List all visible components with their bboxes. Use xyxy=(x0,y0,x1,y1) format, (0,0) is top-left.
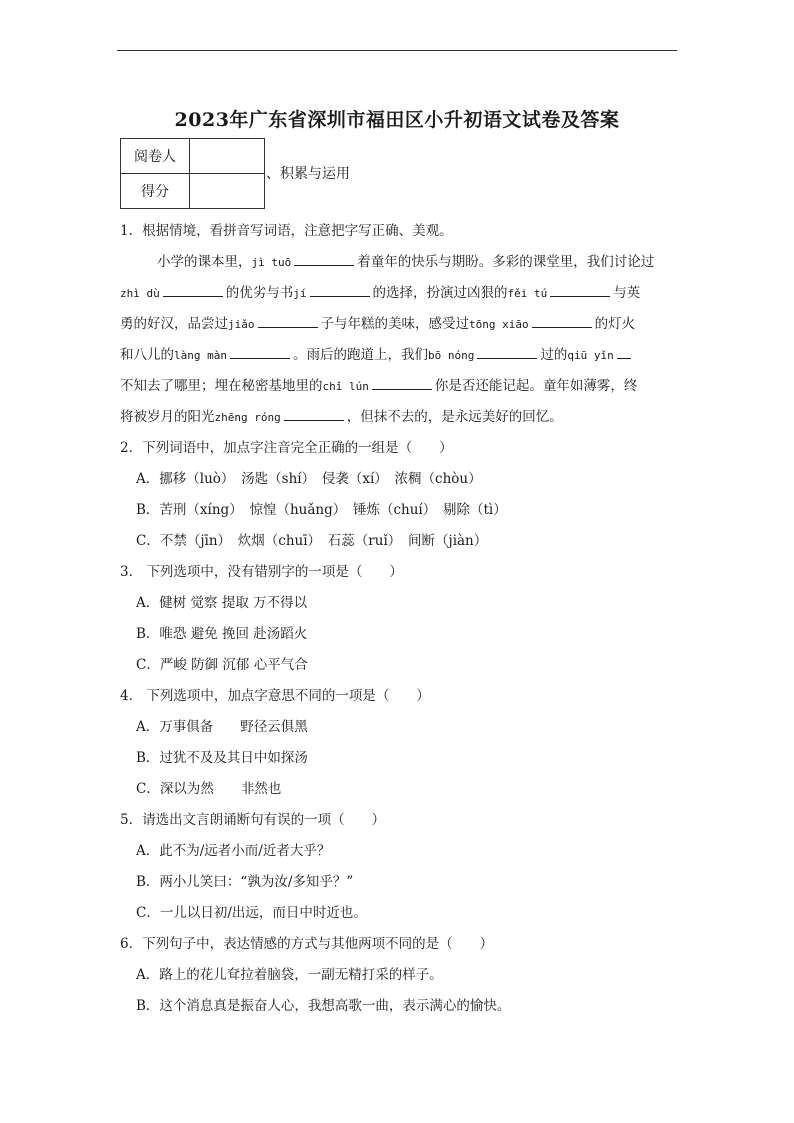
q1-answer-blank[interactable] xyxy=(372,375,432,390)
q2-option-b[interactable]: B．苦刑（xíng） 惊惶（huǎng） 锤炼（chuí） 剔除（tì） xyxy=(136,502,507,518)
q2-option-c[interactable]: C．不禁（jīn） 炊烟（chuī） 石蕊（ruǐ） 间断（jiàn） xyxy=(136,533,488,549)
q1-pinyin: qiū yǐn xyxy=(567,349,614,362)
score-table-row-reviewer xyxy=(121,139,265,174)
q1-passage-line xyxy=(120,247,680,278)
q2-prompt: 2．下列词语中，加点字注音完全正确的一组是（ ） xyxy=(120,440,453,456)
q4-option-c[interactable]: C．深以为然 非然也 xyxy=(136,781,282,797)
q1-text: 和八儿的 xyxy=(120,347,174,363)
q4-prompt: 4． 下列选项中，加点字意思不同的一项是（ ） xyxy=(120,688,430,704)
q5-prompt: 5．请选出文言朗诵断句有误的一项（ ） xyxy=(120,812,386,828)
q1-passage-line xyxy=(120,340,680,371)
q1-passage-line xyxy=(120,309,680,340)
q1-text: 的优劣与书 xyxy=(225,285,294,301)
q1-text: 着童年的快乐与期盼。多彩的课堂里，我们讨论过 xyxy=(357,254,655,270)
q1-prompt: 1．根据情境，看拼音写词语，注意把字写正确、美观。 xyxy=(120,223,453,239)
q1-answer-blank[interactable] xyxy=(617,344,631,359)
q1-text: 与英 xyxy=(613,285,641,301)
score-label: 得分 xyxy=(121,174,190,209)
q1-text: 勇的好汉，品尝过 xyxy=(120,316,228,332)
q1-answer-blank[interactable] xyxy=(550,282,610,297)
q1-text: 。雨后的跑道上，我们 xyxy=(292,347,428,363)
q1-answer-blank[interactable] xyxy=(284,406,344,421)
q1-pinyin: zhēng róng xyxy=(214,411,281,424)
q1-passage-line xyxy=(120,371,680,402)
q5-option-c[interactable]: C．一儿以日初/出远，而日中时近也。 xyxy=(136,905,367,921)
q1-text: 不知去了哪里；埋在秘密基地里的 xyxy=(120,378,323,394)
header-rule xyxy=(117,50,677,51)
q1-pinyin: zhì dù xyxy=(120,287,160,300)
q1-answer-blank[interactable] xyxy=(532,313,592,328)
q1-pinyin: bō nóng xyxy=(427,349,475,362)
q1-text: 的选择，扮演过凶狠的 xyxy=(372,285,508,301)
q1-text: ，但抹不去的，是永远美好的回忆。 xyxy=(346,409,563,425)
q1-text: 子与年糕的美味，感受过 xyxy=(320,316,469,332)
q1-answer-blank[interactable] xyxy=(230,344,290,359)
q1-pinyin: jì tuō xyxy=(251,256,292,269)
q1-text: 过的 xyxy=(540,347,568,363)
q1-text: 小学的课本里， xyxy=(157,254,252,270)
score-cell xyxy=(190,174,265,209)
q1-answer-blank[interactable] xyxy=(477,344,537,359)
q1-text: 你是否还能记起。童年如薄雾，终 xyxy=(434,378,638,394)
q6-prompt: 6．下列句子中，表达情感的方式与其他两项不同的是（ ） xyxy=(120,936,494,952)
q3-option-b[interactable]: B．唯恐 避免 挽回 赴汤蹈火 xyxy=(136,626,308,642)
q3-option-c[interactable]: C．严峻 防御 沉郁 心平气合 xyxy=(136,657,308,673)
q1-answer-blank[interactable] xyxy=(163,282,223,297)
q1-pinyin: jiǎo xyxy=(228,318,255,331)
score-table xyxy=(120,138,265,209)
q1-text: 的灯火 xyxy=(594,316,636,332)
score-table-row-score xyxy=(121,174,265,209)
q1-pinyin: tōng xiāo xyxy=(469,318,529,331)
q5-option-b[interactable]: B．两小儿笑曰：“孰为汝/多知乎？” xyxy=(136,874,354,890)
q1-passage-line xyxy=(120,402,680,433)
q1-answer-blank[interactable] xyxy=(310,282,370,297)
q1-pinyin: làng màn xyxy=(174,349,227,362)
q2-option-a[interactable]: A．挪移（luò） 汤匙（shí） 侵袭（xí） 浓稠（chòu） xyxy=(136,471,482,487)
exam-content xyxy=(120,216,680,1022)
q5-option-a[interactable]: A．此不为/远者小而/近者大乎？ xyxy=(136,843,331,859)
q3-option-a[interactable]: A．健树 觉察 提取 万不得以 xyxy=(136,595,308,611)
section-heading: 、积累与运用 xyxy=(266,166,350,182)
q1-pinyin: jí xyxy=(293,287,307,300)
q1-answer-blank[interactable] xyxy=(258,313,318,328)
q1-answer-blank[interactable] xyxy=(294,251,354,266)
q6-option-a[interactable]: A．路上的花儿耷拉着脑袋，一副无精打采的样子。 xyxy=(136,967,443,983)
exam-title: 2023年广东省深圳市福田区小升初语文试卷及答案 xyxy=(174,109,620,131)
q1-pinyin: fěi tú xyxy=(507,287,548,300)
q6-option-b[interactable]: B．这个消息真是振奋人心，我想高歌一曲，表示满心的愉快。 xyxy=(136,998,511,1014)
q1-text: 将被岁月的阳光 xyxy=(120,409,215,425)
reviewer-cell xyxy=(190,139,265,174)
reviewer-label: 阅卷人 xyxy=(121,139,190,174)
q1-passage-line xyxy=(120,278,680,309)
q4-option-a[interactable]: A．万事俱备 野径云俱黑 xyxy=(136,719,308,735)
q3-prompt: 3． 下列选项中，没有错别字的一项是（ ） xyxy=(120,564,403,580)
q1-pinyin: chǐ lún xyxy=(322,380,369,393)
q4-option-b[interactable]: B．过犹不及及其日中如探汤 xyxy=(136,750,308,766)
